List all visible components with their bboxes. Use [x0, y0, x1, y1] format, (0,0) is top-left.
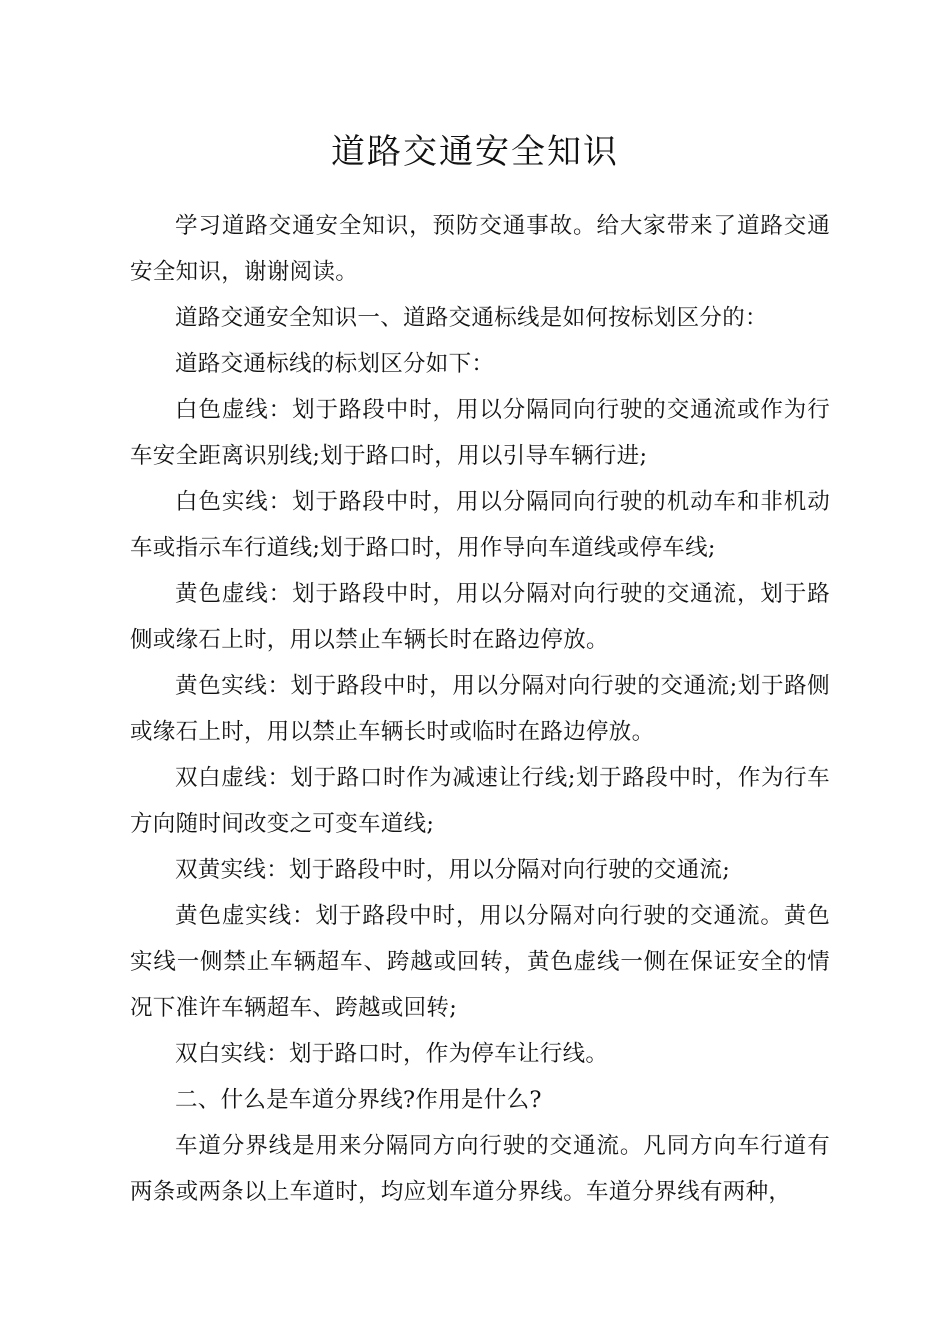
paragraph: 黄色虚实线：划于路段中时，用以分隔对向行驶的交通流。黄色实线一侧禁止车辆超车、跨越或回转，黄色虚线一侧在保证安全的情况下准许车辆超车、跨越或回转; — [130, 903, 830, 1021]
paragraph: 学习道路交通安全知识，预防交通事故。给大家带来了道路交通安全知识，谢谢阅读。 — [130, 213, 830, 285]
paragraph: 双白虚线：划于路口时作为减速让行线;划于路段中时，作为行车方向随时间改变之可变车道线; — [130, 765, 830, 837]
paragraph: 车道分界线是用来分隔同方向行驶的交通流。凡同方向车行道有两条或两条以上车道时，均应划车道分界线。车道分界线有两种， — [130, 1133, 830, 1205]
paragraph: 黄色实线：划于路段中时，用以分隔对向行驶的交通流;划于路侧或缘石上时，用以禁止车辆长时或临时在路边停放。 — [130, 673, 830, 745]
paragraph: 道路交通安全知识一、道路交通标线是如何按标划区分的： — [175, 305, 768, 331]
paragraph: 双黄实线：划于路段中时，用以分隔对向行驶的交通流; — [175, 857, 731, 883]
document-title: 道路交通安全知识 — [331, 132, 619, 172]
paragraph: 二、什么是车道分界线?作用是什么? — [175, 1087, 542, 1113]
paragraph: 道路交通标线的标划区分如下： — [175, 351, 495, 377]
paragraph: 白色实线：划于路段中时，用以分隔同向行驶的机动车和非机动车或指示车行道线;划于路口时，用作导向车道线或停车线; — [130, 489, 830, 561]
paragraph: 白色虚线：划于路段中时，用以分隔同向行驶的交通流或作为行车安全距离识别线;划于路口时，用以引导车辆行进; — [130, 397, 830, 469]
document-body — [130, 203, 830, 1215]
paragraph: 双白实线：划于路口时，作为停车让行线。 — [175, 1041, 609, 1067]
paragraph: 黄色虚线：划于路段中时，用以分隔对向行驶的交通流，划于路侧或缘石上时，用以禁止车辆长时在路边停放。 — [130, 581, 830, 653]
